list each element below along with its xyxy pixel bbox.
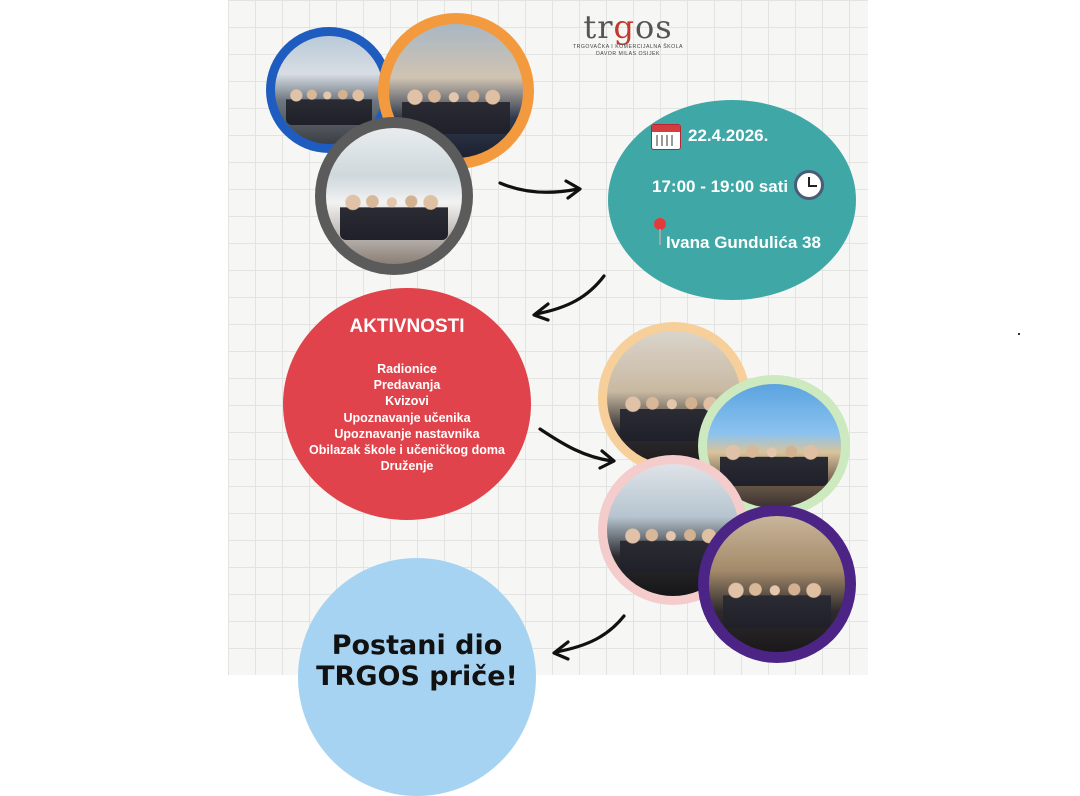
activities-list <box>283 361 531 474</box>
cta-line-1: Postani dio <box>331 630 503 661</box>
event-location: Ivana Gundulića 38 <box>666 233 821 252</box>
clock-icon <box>794 170 824 200</box>
event-time: 17:00 - 19:00 sati <box>652 177 789 196</box>
activities-heading: AKTIVNOSTI <box>349 316 465 337</box>
cta-line-2: TRGOS priče! <box>316 661 518 692</box>
activities-circle <box>283 288 531 520</box>
list-item: Obilazak škole i učeničkog doma <box>309 443 505 458</box>
logo-subtitle-2: DAVOR MILAS OSIJEK <box>596 51 660 57</box>
arrow-to-activities <box>528 272 610 322</box>
cta-circle <box>298 558 536 796</box>
arrow-to-cta <box>548 612 628 660</box>
arrow-to-info <box>498 175 588 205</box>
logo-subtitle-1: TRGOVAČKA I KOMERCIJALNA ŠKOLA <box>572 44 684 50</box>
list-item: Druženje <box>380 459 434 474</box>
list-item: Upoznavanje nastavnika <box>334 426 480 441</box>
award-photo <box>709 516 845 652</box>
calendar-icon <box>651 124 681 150</box>
map-pin-icon <box>654 218 666 230</box>
cta-text <box>298 630 536 692</box>
event-date: 22.4.2026. <box>688 126 769 145</box>
list-item: Predavanja <box>373 378 441 393</box>
stray-mark <box>1018 333 1020 335</box>
students-booth-photo <box>326 128 462 264</box>
event-info-circle <box>608 100 856 300</box>
school-logo <box>568 10 688 58</box>
logo-wordmark: trgos <box>583 8 673 46</box>
photo-circle-purple <box>698 505 856 663</box>
photo-circle-gray <box>315 117 473 275</box>
list-item: Kvizovi <box>385 394 429 409</box>
list-item: Radionice <box>377 362 437 376</box>
event-poster <box>228 0 868 692</box>
list-item: Upoznavanje učenika <box>343 410 471 425</box>
